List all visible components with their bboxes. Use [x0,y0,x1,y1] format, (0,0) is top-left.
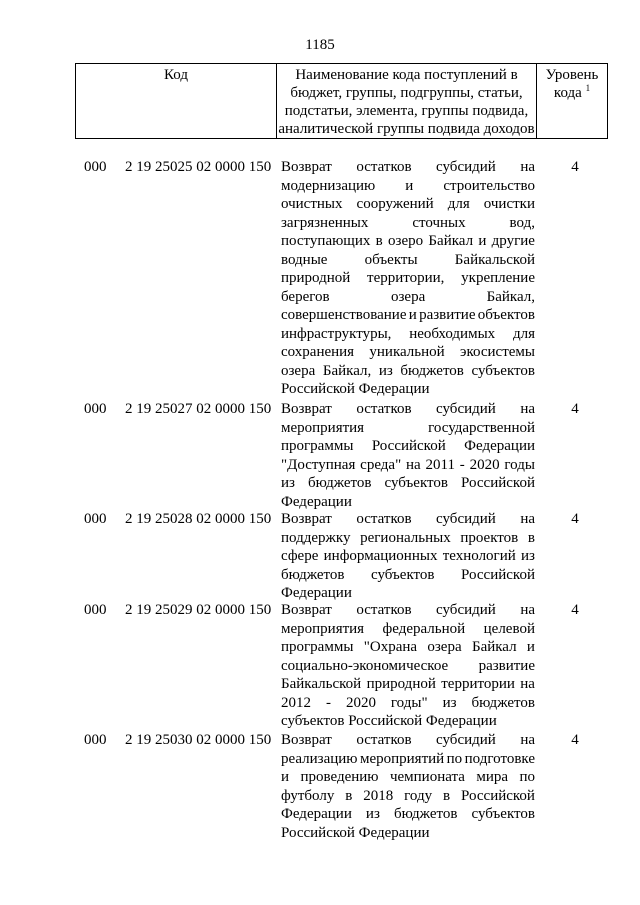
description-line [281,805,535,824]
word: в [527,529,535,546]
income-description [281,601,535,731]
word: остатков [356,732,412,748]
word: Российской [461,566,535,583]
word: среда" [360,456,402,473]
income-code: 2 19 25028 02 0000 150 [125,511,272,527]
description-line: Федерации [281,493,352,510]
word: 2020 [469,456,500,473]
word: - [325,694,331,711]
description-line [281,269,535,288]
word: бюджетов [471,694,535,711]
code-level: 4 [571,401,579,417]
word: подготовке [464,750,535,767]
word: субъектов [471,806,535,822]
description-line [281,474,535,493]
word: на [520,732,535,748]
word: вод, [509,214,535,231]
word: бюджетов [400,362,464,379]
word: сфере [281,548,319,564]
description-line [281,343,535,362]
admin-code: 000 [84,401,107,417]
page-number: 1185 [305,37,335,53]
header-code: Код [76,64,277,138]
description-line [281,214,535,233]
income-description [281,400,535,511]
word: объекты [364,251,418,268]
word: федеральной [382,620,466,637]
word: году [404,787,433,804]
word: проектов [460,529,519,546]
word: территории [441,676,515,692]
word: и [478,233,487,249]
word: природной [366,676,436,692]
word: Российской [461,475,535,491]
word: субсидий [436,511,496,527]
word: Российской [461,787,535,804]
word: Байкальской [281,676,362,692]
income-code: 2 19 25027 02 0000 150 [125,401,272,417]
word: Федерации [464,438,535,454]
word: на [520,159,535,175]
word: региональных [360,529,451,546]
word: Возврат [281,401,332,417]
code-level: 4 [571,159,579,175]
word: Байкал [471,639,517,655]
description-line [281,547,535,566]
word: Возврат [281,511,332,527]
income-description [281,158,535,399]
description-line [281,362,535,381]
table-header [75,63,608,139]
word: мероприятия [281,419,365,436]
word: уникальной [369,344,445,360]
word: очистки [483,196,535,212]
word: остатков [356,401,412,417]
word: для [512,325,535,342]
word: Российской [371,438,446,454]
word: Возврат [281,602,332,618]
description-line [281,419,535,438]
code-level: 4 [571,732,579,748]
description-line [281,177,535,196]
word: остатков [356,602,412,618]
description-line [281,325,535,344]
description-line [281,251,535,270]
word: субсидий [436,732,496,748]
header-name [277,64,537,138]
word: водные [281,251,328,268]
word: социально-экономическое [281,657,449,674]
income-code: 2 19 25029 02 0000 150 [125,602,272,618]
word: программы [281,438,354,454]
word: мероприятий [359,750,445,767]
description-line [281,638,535,657]
word: Байкал, [322,362,372,379]
word: 2018 [363,787,394,804]
word: из [378,362,393,379]
word: программы [281,639,354,655]
code-level: 4 [571,602,579,618]
description-line [281,306,535,325]
word: 2020 [345,694,376,711]
word: - [459,456,465,473]
word: экосистемы [460,344,535,360]
word: поступающих [281,233,371,249]
word: территории, [367,270,445,286]
word: природной [281,270,351,286]
income-code: 2 19 25030 02 0000 150 [125,732,272,748]
word: берегов [281,288,330,305]
description-line [281,657,535,676]
description-line [281,731,535,750]
word: субъектов [371,566,435,583]
word: субсидий [436,602,496,618]
description-line: Российской Федерации [281,824,430,841]
word: "Доступная [281,456,356,473]
word: очистных [281,196,343,212]
description-line [281,288,535,307]
word: в [443,787,451,804]
header-level-word: кода [553,85,582,101]
word: 2012 [281,694,311,711]
description-line [281,566,535,585]
word: бюджетов [281,566,345,583]
admin-code: 000 [84,732,107,748]
word: Байкал [428,233,474,249]
word: государственной [428,419,535,436]
word: субсидий [436,401,496,417]
description-line [281,510,535,529]
word: "Охрана [363,639,418,655]
word: загрязненных [281,214,369,231]
code-level: 4 [571,511,579,527]
word: озера [390,288,426,305]
income-description [281,510,535,603]
word: остатков [356,511,412,527]
footnote-marker: 1 [585,83,591,93]
word: годы" [390,694,428,711]
word: в [345,787,353,804]
word: и [526,639,535,655]
description-line [281,620,535,639]
description-line [281,400,535,419]
header-name-line: подстатьи, элемента, группы подвида, [284,103,529,119]
word: озера [427,639,462,655]
word: бюджетов [308,475,372,491]
word: озеро [388,233,424,249]
word: Возврат [281,159,332,175]
word: субъектов [471,362,535,379]
word: сохранения [281,344,355,360]
word: озера [281,362,316,379]
word: по [519,769,535,785]
word: проведению [300,769,379,785]
word: Байкальской [454,251,535,268]
word: Федерации [281,806,352,822]
income-description [281,731,535,842]
word: из [521,548,535,564]
description-line [281,750,535,769]
word: из [281,475,295,491]
word: футболу [281,787,335,804]
word: другие [491,233,535,249]
word: мира [476,769,509,785]
description-line: Федерации [281,585,352,601]
description-line [281,158,535,177]
word: сооружений [356,196,434,212]
word: развитие [478,657,535,674]
word: Возврат [281,732,332,748]
word: на [520,602,535,618]
word: 2011 [425,456,455,473]
word: из [442,694,457,711]
word: и [405,177,414,194]
word: по [446,750,463,767]
word: сточных [412,214,466,231]
word: необходимых [409,325,496,342]
word: мероприятия [281,620,365,637]
word: реализацию [281,750,358,767]
word: целевой [483,620,535,637]
word: на [520,401,535,417]
word: укрепление [461,270,535,286]
description-line [281,529,535,548]
header-name-line: аналитической группы подвида доходов [278,121,535,137]
word: субъектов [384,475,448,491]
word: на [520,676,535,692]
description-line [281,195,535,214]
header-level [537,64,607,138]
header-level-line1: Уровень [545,67,599,83]
word: на [520,511,535,527]
description-line [281,768,535,787]
description-line [281,675,535,694]
admin-code: 000 [84,159,107,175]
word: для [447,196,470,212]
header-level-line2 [537,84,607,102]
word: и [408,307,417,323]
description-line: субъектов Российской Федерации [281,713,497,729]
word: в [375,233,383,249]
word: поддержку [281,529,351,546]
word: информационных [323,548,438,564]
admin-code: 000 [84,511,107,527]
word: годы [504,456,535,473]
description-line [281,787,535,806]
word: объектов [477,307,535,323]
word: модернизацию [281,177,376,194]
description-line: Российской Федерации [281,381,430,397]
word: чемпионата [389,769,465,785]
description-line [281,232,535,251]
admin-code: 000 [84,602,107,618]
word: развитие [419,307,476,323]
header-name-line: Наименование кода поступлений в [295,67,518,83]
word: технологий [442,548,516,564]
word: на [406,456,421,473]
description-line [281,601,535,620]
description-line [281,437,535,456]
word: бюджетов [393,806,458,822]
header-name-line: бюджет, группы, подгруппы, статьи, [290,85,523,101]
word: остатков [356,159,412,175]
word: из [365,806,380,822]
description-line [281,456,535,475]
word: и [281,769,290,785]
income-code: 2 19 25025 02 0000 150 [125,159,272,175]
word: строительство [443,177,535,194]
word: субсидий [436,159,496,175]
word: инфраструктуры, [281,325,392,342]
word: Байкал, [486,288,535,305]
word: совершенствование [281,307,407,323]
description-line [281,694,535,713]
